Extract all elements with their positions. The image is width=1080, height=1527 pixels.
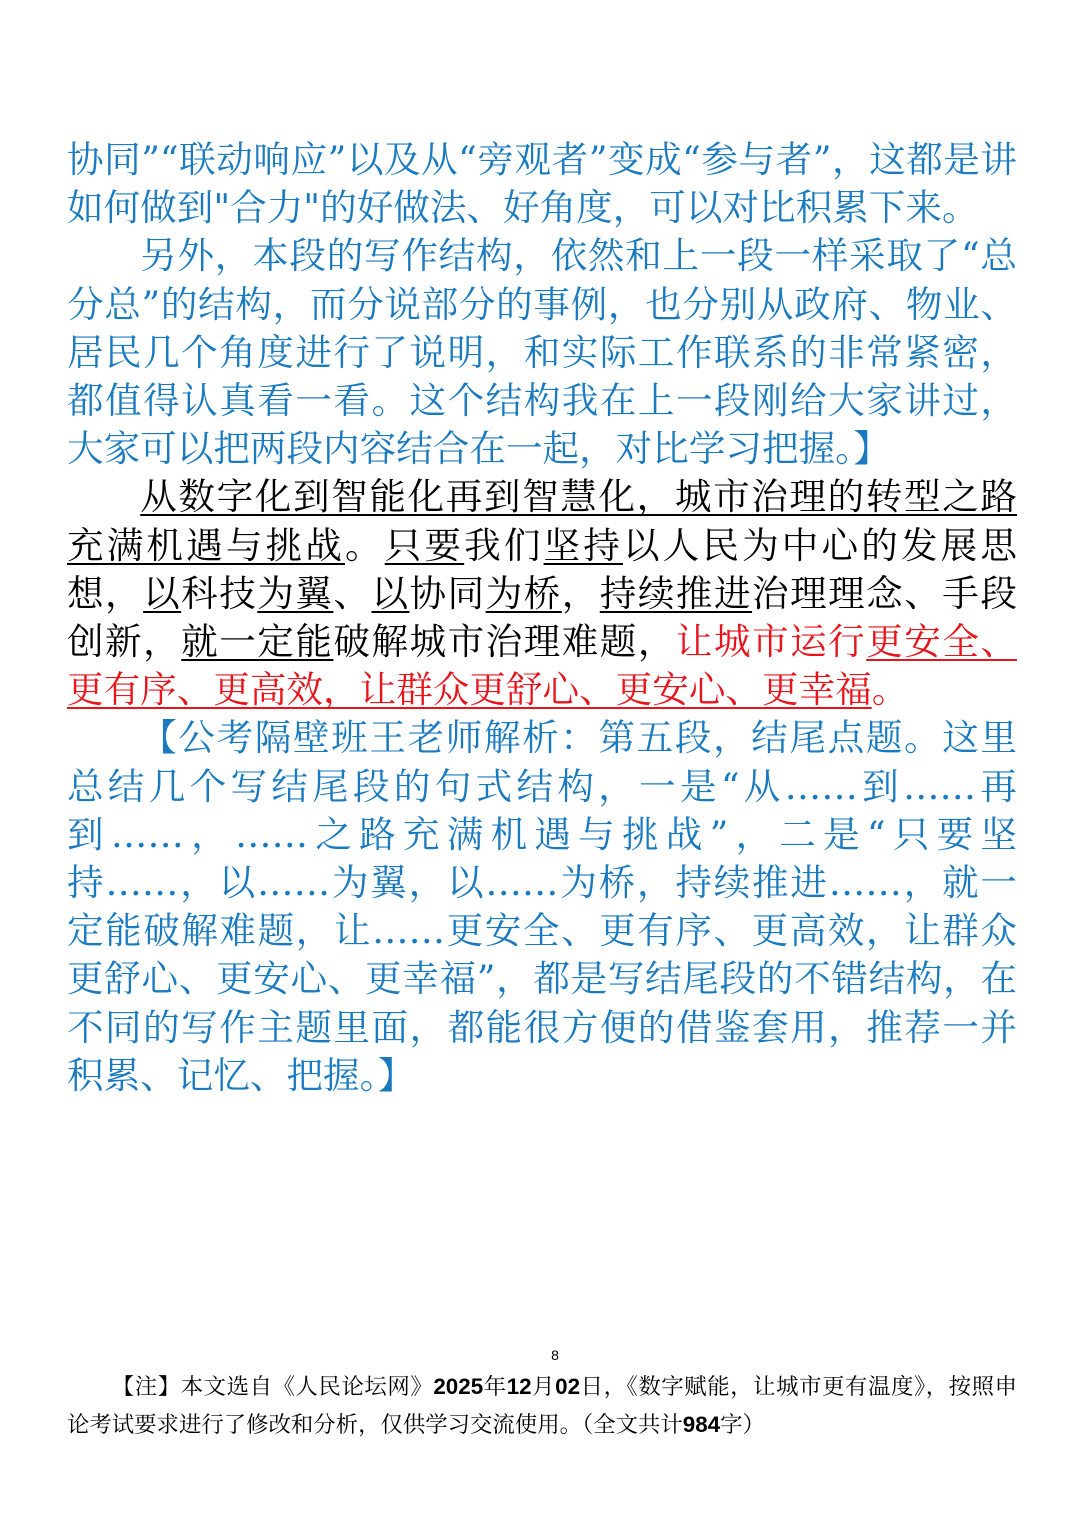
text-run: 以人民为中心的发展思想， [67, 523, 1017, 615]
underlined-phrase: 只要 [384, 523, 465, 567]
underlined-phrase: 坚持 [543, 523, 623, 567]
underlined-phrase: 从数字化到智能化再到智慧化，城市治理的转型之路充满机遇与挑战 [67, 475, 1017, 567]
text-run: 治理理念、手段创新， [67, 571, 1017, 664]
underlined-phrase: 为翼 [257, 571, 334, 615]
text-run: 协同 [409, 571, 486, 615]
underlined-phrase: 为桥 [485, 571, 562, 615]
commentary-paragraph-analysis: 【公考隔壁班王老师解析：第五段，结尾点题。这里总结几个写结尾段的句式结构，一是“从……到……再到……，……之路充满机遇与挑战”，二是“只要坚持……，以……为翼，以……为桥，持续推进……，就一定能破解难题，让……更安全、更有序、更高效，让群众更舒心、更安心、更幸福”，都是写结尾段的不错结构，在不同的写作主题里面，都能很方便的借鉴套用，推荐一并积累、记忆、把握。】 [67, 716, 1017, 1097]
text-run: 我们 [464, 523, 544, 567]
text-run: 科技 [181, 571, 258, 615]
footnote-text: 月 [531, 1374, 556, 1400]
underlined-phrase: 以 [143, 571, 182, 615]
text-run: ， [561, 571, 600, 615]
footnote-day: 02 [555, 1374, 581, 1399]
footnote-text: 年 [483, 1374, 507, 1400]
footnote-year: 2025 [433, 1374, 484, 1399]
text-run: 破解城市治理难题， [333, 620, 676, 664]
article-body [67, 136, 1017, 1100]
underlined-phrase: 持续推进 [599, 571, 753, 615]
page-number: 8 [551, 1347, 559, 1363]
footnote-text: 日，《数字赋能，让城市更有温度》，按照申论考试要求进行了修改和分析，仅供学习交流使用。（全文共计 [67, 1374, 1018, 1438]
red-emphasis-text: 。 [871, 668, 909, 712]
red-emphasis-text: 让城市运行 [675, 620, 867, 664]
commentary-paragraph-structure: 另外，本段的写作结构，依然和上一段一样采取了“总分总”的结构，而分说部分的事例，也分别从政府、物业、居民几个角度进行了说明，和实际工作联系的非常紧密，都值得认真看一看。这个结构我在上一段刚给大家讲过，大家可以把两段内容结合在一起，对比学习把握。】 [67, 234, 1017, 471]
article-paragraph-conclusion [67, 473, 1017, 714]
underlined-phrase: 以 [371, 571, 410, 615]
commentary-paragraph-continued: 协同”“联动响应”以及从“旁观者”变成“参与者”，这都是讲如何做到"合力"的好做法、好角度，可以对比积累下来。 [67, 138, 1017, 230]
source-footnote [67, 1368, 1017, 1444]
footnote-word-count: 984 [682, 1412, 721, 1437]
red-underlined-emphasis: 更安全、更有序、更高效，让群众更舒心、更安心、更幸福 [67, 620, 1017, 712]
underlined-phrase: 就一定能 [181, 620, 334, 664]
footnote-month: 12 [506, 1374, 532, 1399]
text-run: 。 [344, 523, 385, 567]
text-run: 、 [333, 571, 372, 615]
footnote-text: 【注】本文选自《人民论坛网》 [111, 1374, 434, 1400]
footnote-text: 字） [720, 1412, 765, 1438]
